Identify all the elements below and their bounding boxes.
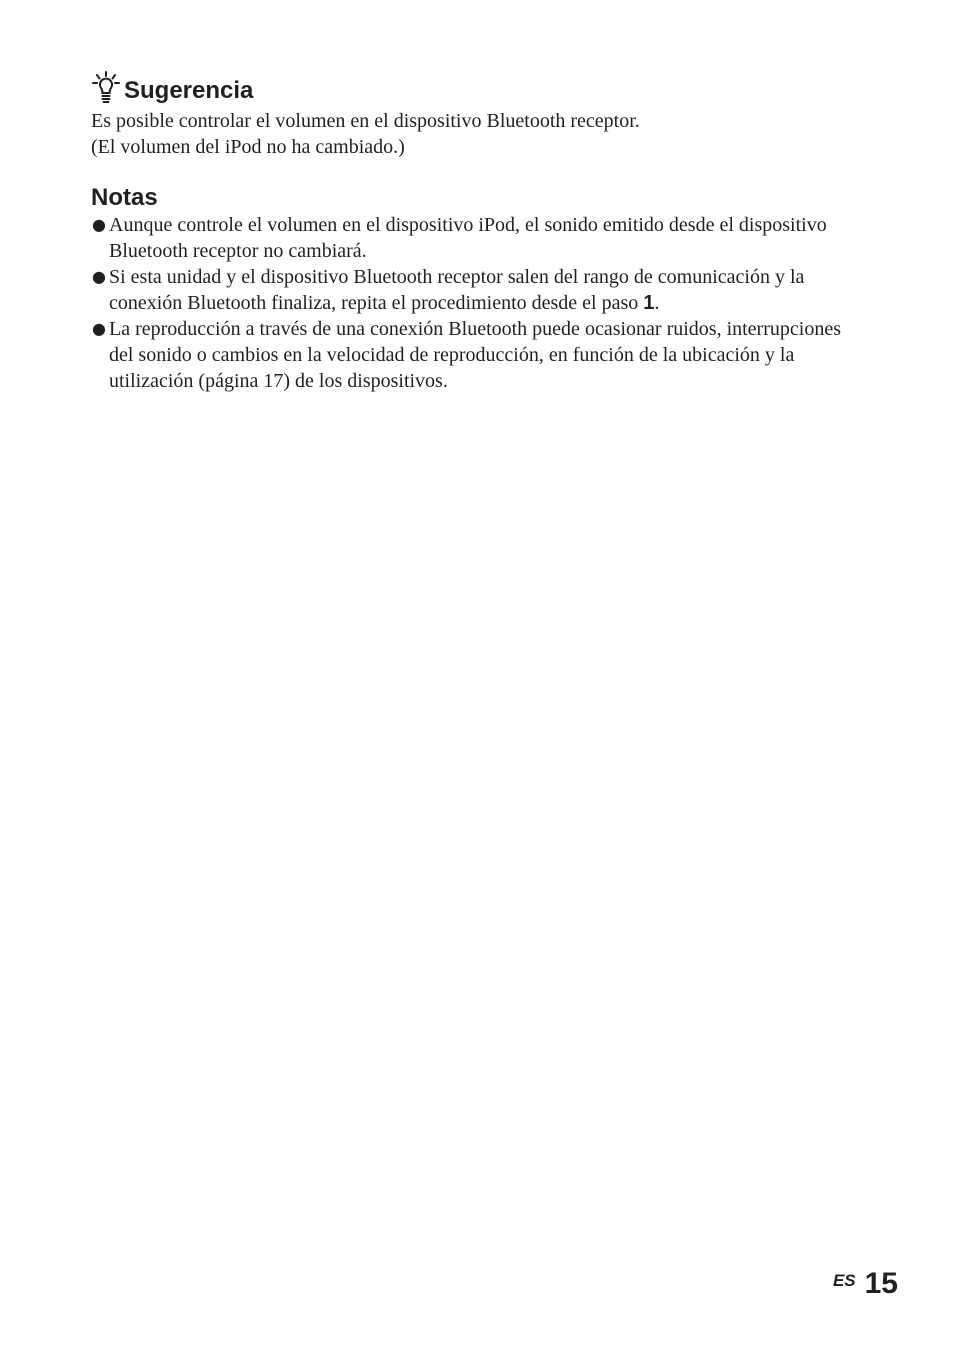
bullet-icon: ● <box>92 319 106 338</box>
bullet-icon: ● <box>92 267 106 286</box>
note-text-end: . <box>654 292 660 314</box>
note-item <box>91 264 851 316</box>
lightbulb-icon <box>91 70 121 106</box>
note-item <box>91 212 851 264</box>
notes-title: Notas <box>91 184 158 211</box>
page-footer <box>833 1266 898 1302</box>
bullet-icon: ● <box>92 215 106 234</box>
notes-list <box>91 212 851 394</box>
language-code: ES <box>832 1271 856 1290</box>
tip-heading <box>91 70 253 106</box>
tip-body <box>91 108 851 160</box>
tip-title: Sugerencia <box>124 77 254 104</box>
note-text: Si esta unidad y el dispositivo Bluetooth receptor salen del rango de comunicación y la conexión Bluetooth finaliza, repita el procedimiento desde el paso <box>109 266 805 314</box>
note-text: Aunque controle el volumen en el dispositivo iPod, el sonido emitido desde el dispositivo Bluetooth receptor no cambiará. <box>109 214 827 262</box>
tip-line: Es posible controlar el volumen en el dispositivo Bluetooth receptor. <box>91 110 640 132</box>
step-reference: 1 <box>643 292 655 314</box>
tip-line: (El volumen del iPod no ha cambiado.) <box>91 136 405 158</box>
page-number: 15 <box>864 1267 898 1300</box>
note-text: La reproducción a través de una conexión Bluetooth puede ocasionar ruidos, interrupciones del sonido o cambios en la velocidad de reproducción, en función de la ubicación y la utilización (página 17) de los dispositivos. <box>109 318 841 392</box>
note-item <box>91 316 851 394</box>
